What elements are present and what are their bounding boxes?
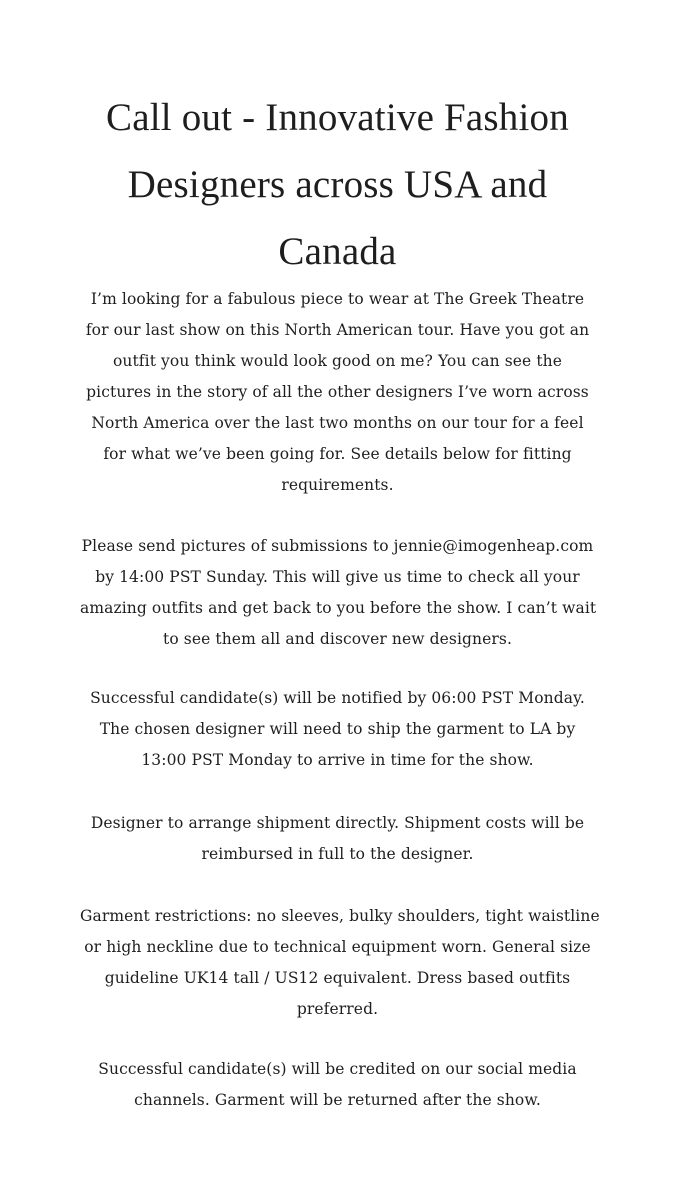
paragraph-credits: [80, 1054, 595, 1116]
paragraph-notification: [80, 683, 595, 776]
paragraph-line: reimbursed in full to the designer.: [201, 845, 474, 863]
document-title: [40, 84, 635, 285]
paragraph-line: channels. Garment will be returned after the show.: [134, 1091, 541, 1109]
paragraph-line: for our last show on this North American tour. Have you got an: [85, 321, 590, 339]
paragraph-line: to see them all and discover new designers.: [162, 630, 513, 648]
paragraph-line: Designer to arrange shipment directly. Shipment costs will be: [90, 814, 585, 832]
paragraph-intro: [80, 284, 595, 501]
paragraph-restrictions: [80, 901, 600, 1025]
title-line: Designers across USA and: [127, 163, 548, 206]
paragraph-line: by 14:00 PST Sunday. This will give us time to check all your: [95, 568, 580, 586]
paragraph-line: requirements.: [281, 476, 394, 494]
paragraph-line: Successful candidate(s) will be notified by 06:00 PST Monday.: [90, 689, 585, 707]
paragraph-line: preferred.: [296, 1000, 379, 1018]
paragraph-line: outfit you think would look good on me? You can see the: [112, 352, 563, 370]
paragraph-line: Garment restrictions: no sleeves, bulky shoulders, tight waistline: [80, 907, 600, 925]
paragraph-submissions: [80, 531, 595, 655]
paragraph-line: The chosen designer will need to ship the garment to LA by: [99, 720, 576, 738]
paragraph-shipment: [80, 808, 595, 870]
title-line: Canada: [278, 230, 397, 273]
paragraph-line: 13:00 PST Monday to arrive in time for the show.: [141, 751, 534, 769]
paragraph-line: for what we’ve been going for. See details below for fitting: [103, 445, 572, 463]
title-line: Call out - Innovative Fashion: [106, 96, 569, 139]
paragraph-line: I’m looking for a fabulous piece to wear at The Greek Theatre: [90, 290, 585, 308]
paragraph-line: Please send pictures of submissions to jennie@imogenheap.com: [81, 537, 594, 555]
paragraph-line: North America over the last two months on our tour for a feel: [91, 414, 584, 432]
paragraph-line: pictures in the story of all the other designers I’ve worn across: [86, 383, 589, 401]
paragraph-line: amazing outfits and get back to you before the show. I can’t wait: [80, 599, 597, 617]
paragraph-line: or high neckline due to technical equipment worn. General size: [84, 938, 591, 956]
paragraph-line: Successful candidate(s) will be credited on our social media: [98, 1060, 577, 1078]
paragraph-line: guideline UK14 tall / US12 equivalent. Dress based outfits: [104, 969, 571, 987]
